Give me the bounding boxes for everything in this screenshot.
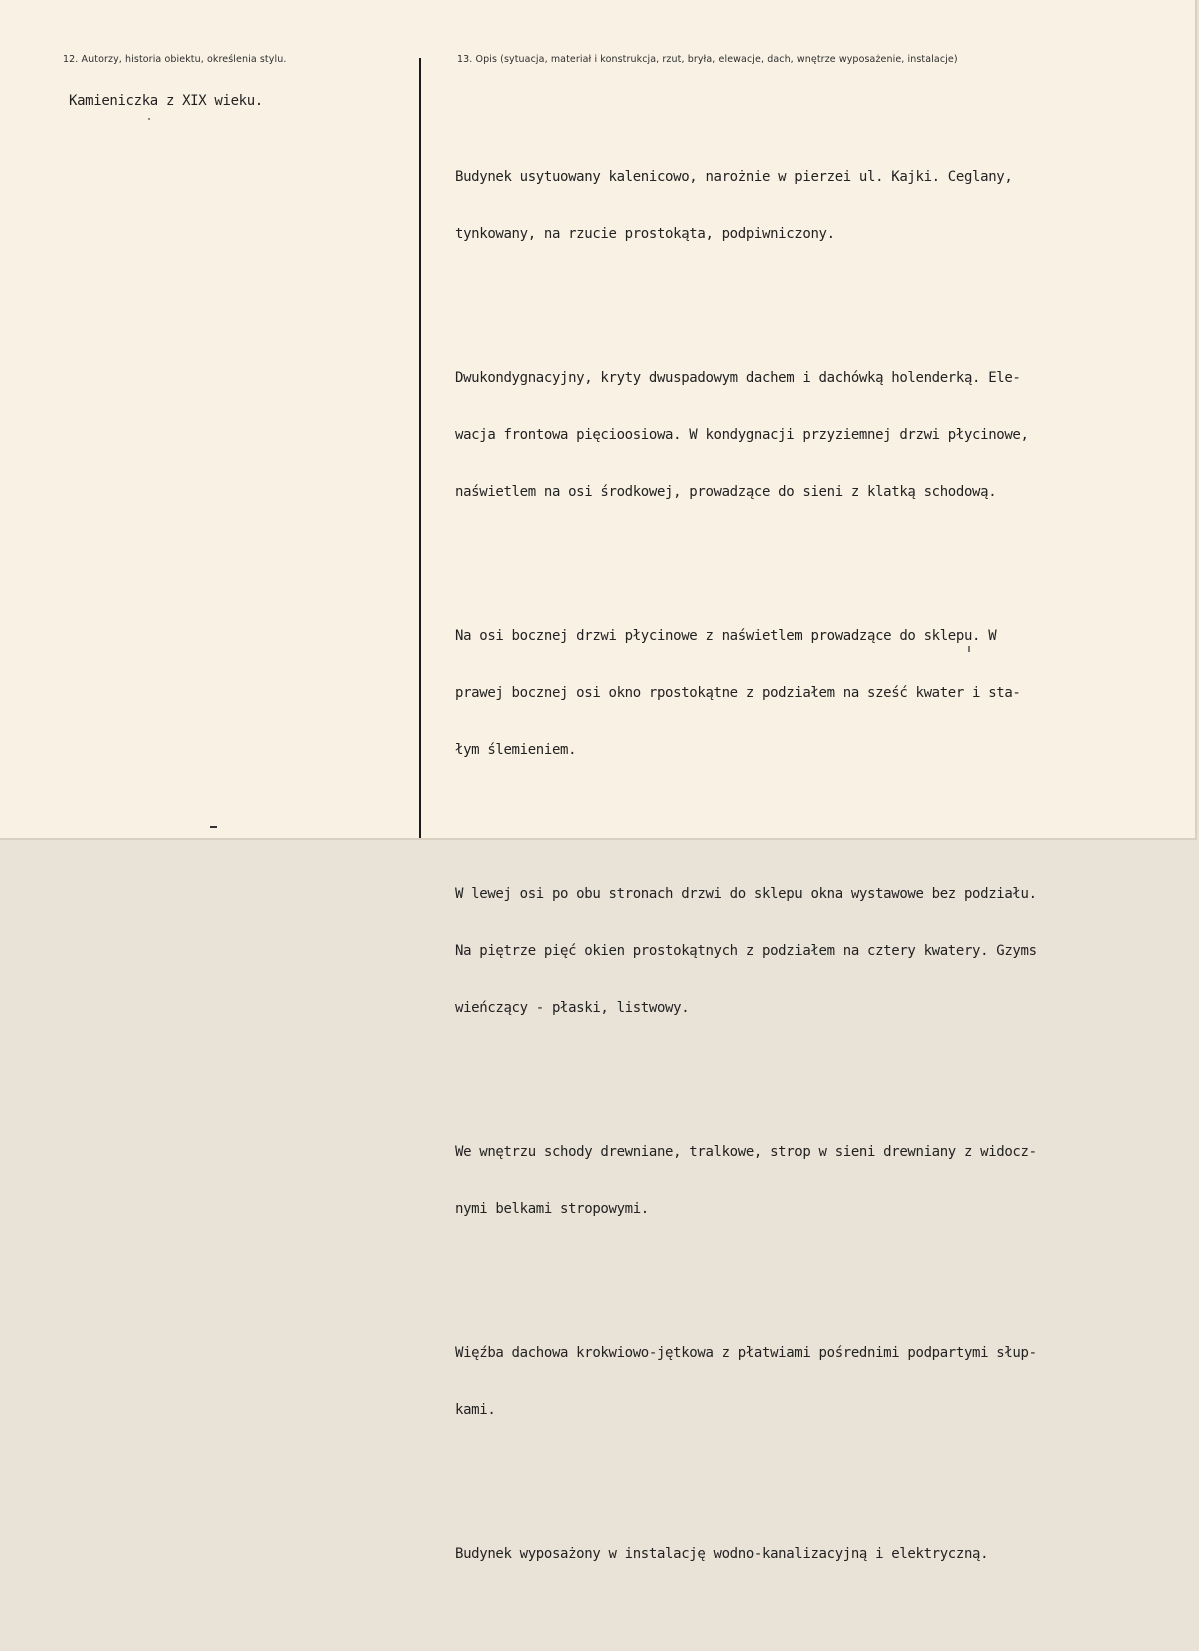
text-line: naświetlem na osi środkowej, prowadzące do sieni z klatką schodową.: [455, 484, 997, 500]
text-line: Na piętrze pięć okien prostokątnych z podziałem na cztery kwatery. Gzyms: [455, 943, 1037, 959]
paragraph-2: [455, 331, 1037, 540]
text-line: wieńczący - płaski, listwowy.: [455, 1000, 690, 1016]
paper-speck: [968, 646, 970, 652]
text-line: łym ślemieniem.: [455, 742, 577, 758]
paragraph-1: [455, 130, 1037, 282]
text-line: prawej bocznej osi okno rpostokątne z podziałem na sześć kwater i sta-: [455, 685, 1021, 701]
text-line: wacja frontowa pięcioosiowa. W kondygnacji przyziemnej drzwi płycinowe,: [455, 427, 1029, 443]
left-column-header: 12. Autorzy, historia obiektu, określenia stylu.: [63, 54, 287, 65]
text-line: kami.: [455, 1402, 496, 1418]
paragraph-5: [455, 1105, 1037, 1257]
text-line: Budynek usytuowany kalenicowo, narożnie w pierzei ul. Kajki. Ceglany,: [455, 169, 1013, 185]
paper-speck: [210, 826, 217, 828]
text-line: nymi belkami stropowymi.: [455, 1201, 649, 1217]
text-line: Dwukondygnacyjny, kryty dwuspadowym dachem i dachówką holenderką. Ele-: [455, 370, 1021, 386]
text-line: tynkowany, na rzucie prostokąta, podpiwniczony.: [455, 226, 835, 242]
text-line: Budynek wyposażony w instalację wodno-kanalizacyjną i elektryczną.: [455, 1546, 989, 1562]
left-column-text: Kamieniczka z XIX wieku.: [69, 93, 263, 109]
paragraph-4: [455, 847, 1037, 1056]
right-column-header: 13. Opis (sytuacja, materiał i konstrukcja, rzut, bryła, elewacje, dach, wnętrze wyposażenie, instalacje): [457, 54, 958, 65]
text-line: Więźba dachowa krokwiowo-jętkowa z płatwiami pośrednimi podpartymi słup-: [455, 1345, 1037, 1361]
text-line: Na osi bocznej drzwi płycinowe z naświetlem prowadzące do sklepu. W: [455, 628, 997, 644]
text-line: We wnętrzu schody drewniane, tralkowe, strop w sieni drewniany z widocz-: [455, 1144, 1037, 1160]
text-line: W lewej osi po obu stronach drzwi do sklepu okna wystawowe bez podziału.: [455, 886, 1037, 902]
paper-speck: [148, 118, 150, 120]
paragraph-6: [455, 1306, 1037, 1458]
paragraph-3: [455, 589, 1037, 798]
right-column-body: [455, 92, 1037, 1651]
column-divider: [419, 58, 421, 838]
paragraph-7: [455, 1507, 1037, 1602]
